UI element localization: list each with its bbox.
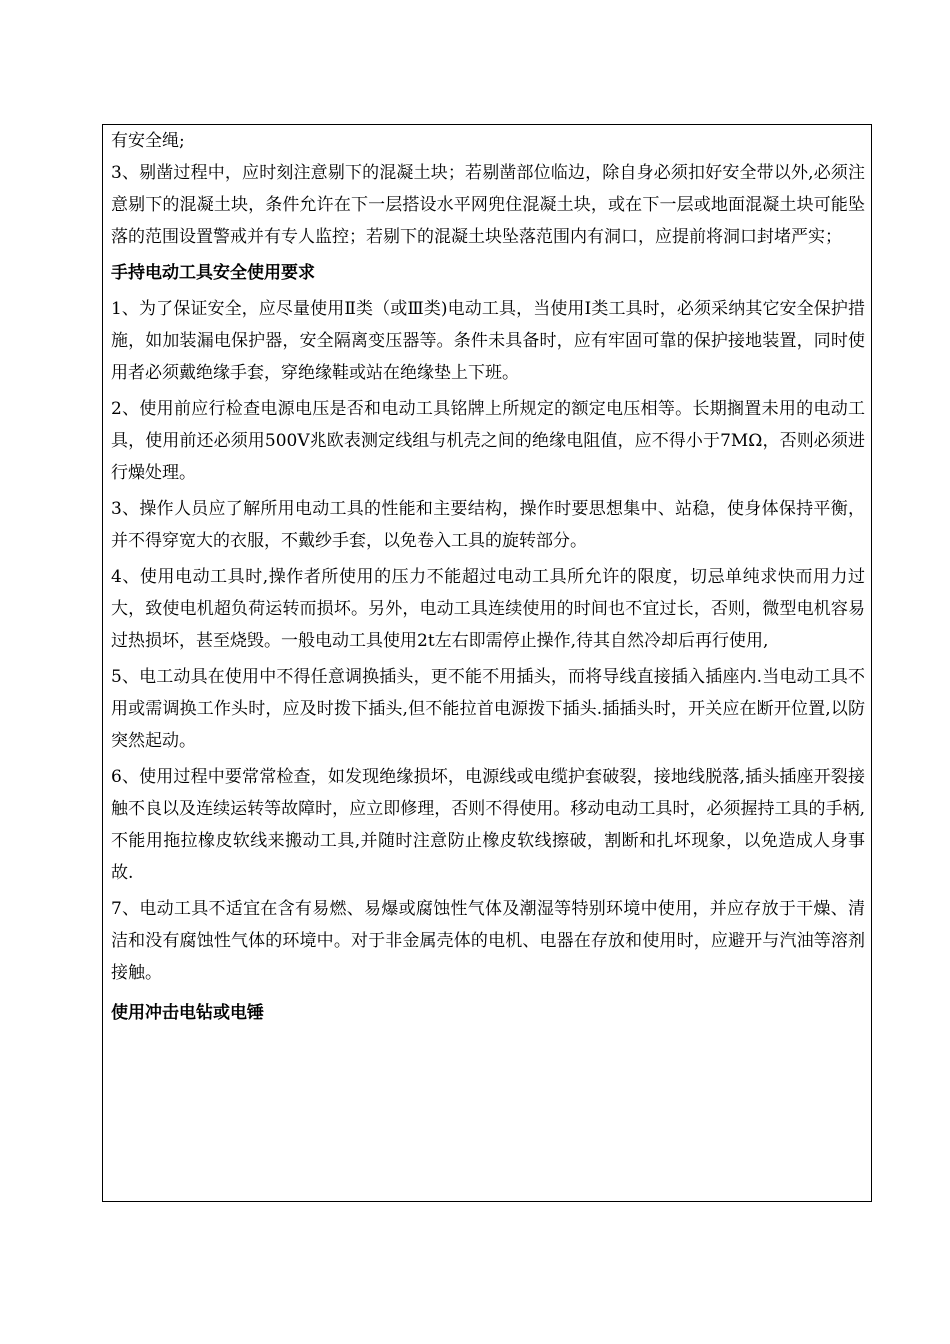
paragraph-item-3: 3、操作人员应了解所用电动工具的性能和主要结构，操作时要思想集中、站稳，使身体保持平衡，并不得穿宽大的衣服，不戴纱手套，以免卷入工具的旋转部分。 bbox=[111, 499, 865, 551]
document-content bbox=[111, 125, 865, 1029]
paragraph-item-3-chiseling: 3、剔凿过程中，应时刻注意剔下的混凝土块；若剔凿部位临边，除自身必须扣好安全带以外,必须注意剔下的混凝土块，条件允许在下一层搭设水平网兜住混凝土块，或在下一层或地面混凝土块可能坠落的范围设置警戒并有专人监控；若剔下的混凝土块坠落范围内有洞口，应提前将洞口封堵严实； bbox=[111, 163, 865, 247]
paragraph-item-2: 2、使用前应行检查电源电压是否和电动工具铭牌上所规定的额定电压相等。长期搁置未用的电动工具，使用前还必须用500V兆欧表测定线组与机壳之间的绝缘电阻值，应不得小于7MΩ，否则必须进行燥处理。 bbox=[111, 399, 865, 483]
paragraph-item-6: 6、使用过程中要常常检查，如发现绝缘损坏，电源线或电缆护套破裂，接地线脱落,插头插座开裂接触不良以及连续运转等故障时，应立即修理，否则不得使用。移动电动工具时，必须握持工具的手柄,不能用拖拉橡皮软线来搬动工具,并随时注意防止橡皮软线擦破，割断和扎坏现象，以免造成人身事故. bbox=[111, 767, 865, 883]
paragraph-item-7: 7、电动工具不适宜在含有易燃、易爆或腐蚀性气体及潮湿等特别环境中使用，并应存放于干燥、清洁和没有腐蚀性气体的环境中。对于非金属壳体的电机、电器在存放和使用时，应避开与汽油等溶剂接触。 bbox=[111, 899, 865, 983]
section-heading-impact-drill: 使用冲击电钻或电锤 bbox=[111, 1003, 264, 1023]
section-heading-handheld-tools: 手持电动工具安全使用要求 bbox=[111, 263, 315, 283]
paragraph-item-1: 1、为了保证安全，应尽量使用Ⅱ类（或Ⅲ类)电动工具，当使用Ⅰ类工具时，必须采纳其它安全保护措施，如加装漏电保护器，安全隔离变压器等。条件未具备时，应有牢固可靠的保护接地装置，同时使用者必须戴绝缘手套，穿绝缘鞋或站在绝缘垫上下班。 bbox=[111, 299, 865, 383]
document-frame bbox=[102, 124, 872, 1202]
paragraph-item-4: 4、使用电动工具时,操作者所使用的压力不能超过电动工具所允许的限度，切忌单纯求快而用力过大，致使电机超负荷运转而损坏。另外，电动工具连续使用的时间也不宜过长，否则，微型电机容易过热损坏，甚至烧毁。一般电动工具使用2t左右即需停止操作,待其自然冷却后再行使用, bbox=[111, 567, 865, 651]
paragraph-safety-rope-continued: 有安全绳; bbox=[111, 131, 185, 151]
paragraph-item-5: 5、电工动具在使用中不得任意调换插头，更不能不用插头，而将导线直接插入插座内.当电动工具不用或需调换工作头时，应及时拨下插头,但不能拉首电源拨下插头.插插头时，开关应在断开位置,以防突然起动。 bbox=[111, 667, 865, 751]
